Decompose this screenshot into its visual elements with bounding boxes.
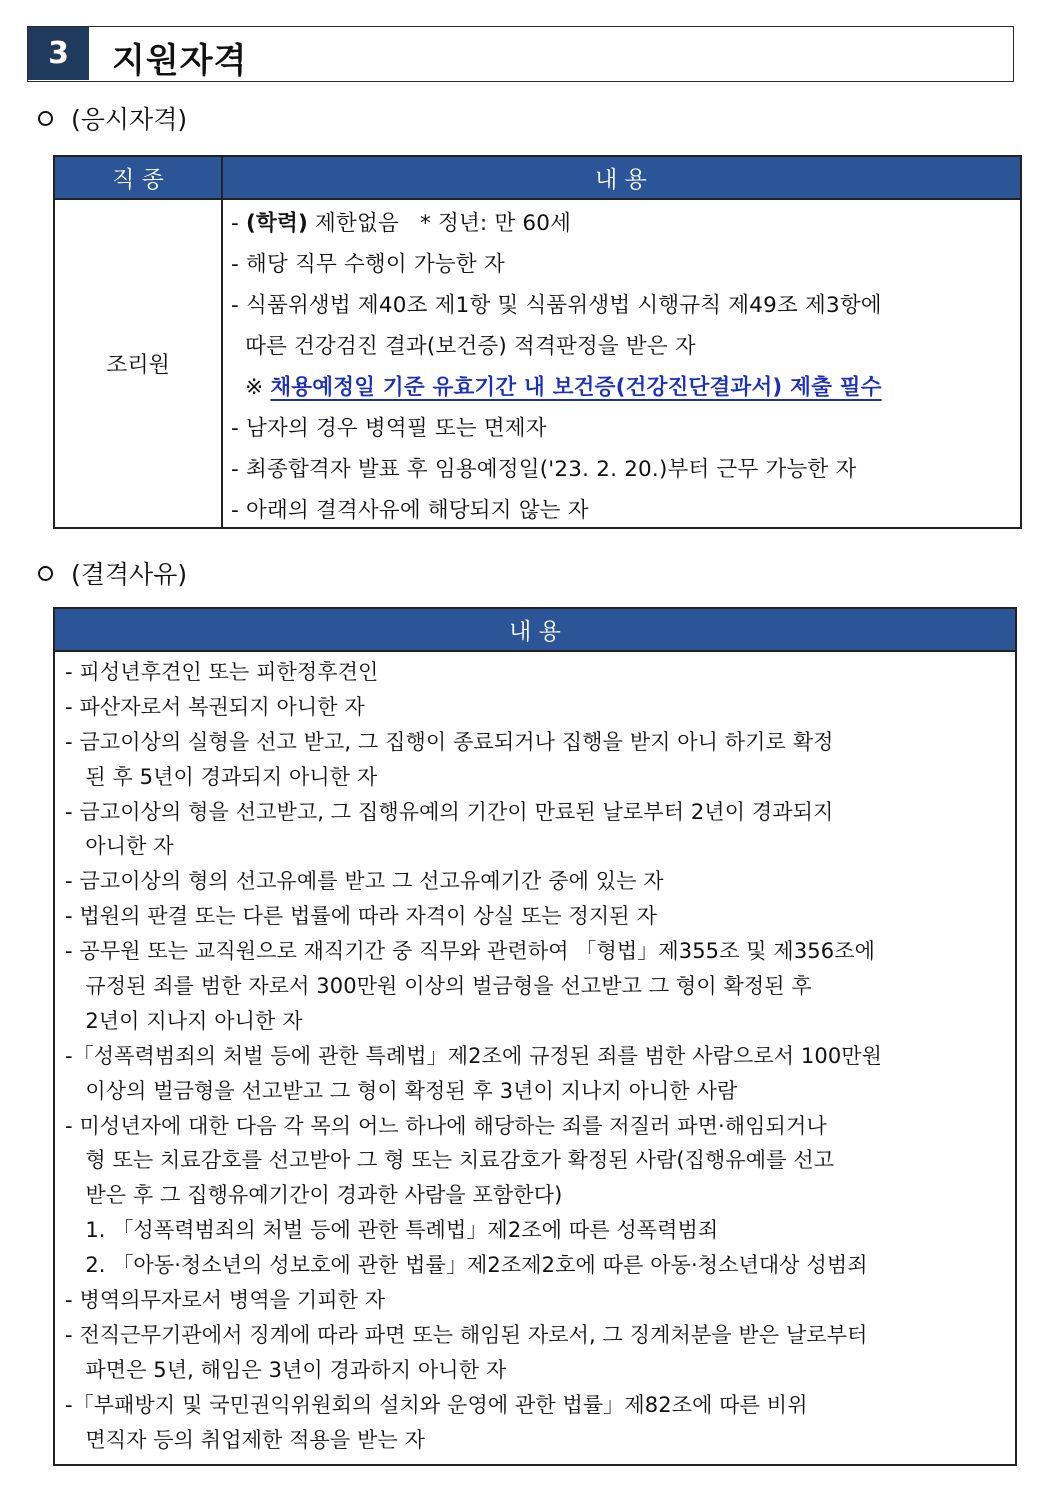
- header-job: 직 종: [112, 167, 164, 193]
- line-prefix: [231, 334, 245, 359]
- qualification-line: [231, 490, 1016, 531]
- disqualification-line: 이상의 벌금형을 선고받고 그 형이 확정된 후 3년이 지나지 아니한 사람: [65, 1078, 738, 1103]
- line-text: 아래의 결격사유에 해당되지 않는 자: [246, 498, 589, 523]
- circle-bullet-icon: [38, 566, 53, 581]
- disqualification-line: - 법원의 판결 또는 다른 법률에 따라 자격이 상실 또는 정지된 자: [65, 904, 657, 929]
- disqualification-heading: [38, 555, 187, 591]
- line-prefix: ※: [231, 375, 271, 400]
- disqualification-line: - 금고이상의 형의 선고유예를 받고 그 선고유예기간 중에 있는 자: [65, 869, 664, 894]
- disqualification-line: - 전직근무기관에서 징계에 따라 파면 또는 해임된 자로서, 그 징계처분을 받은 날로부터: [65, 1322, 868, 1347]
- line-prefix: -: [231, 252, 246, 277]
- disqualification-line: 1. 「성폭력범죄의 처벌 등에 관한 특례법」제2조에 따른 성폭력범죄: [65, 1218, 719, 1243]
- disqualification-line: 2. 「아동·청소년의 성보호에 관한 법률」제2조제2호에 따른 아동·청소년대상 성범죄: [65, 1253, 868, 1278]
- line-text: 해당 직무 수행이 가능한 자: [246, 252, 505, 277]
- disqualification-line: 형 또는 치료감호를 선고받아 그 형 또는 치료감호가 확정된 사람(집행유예를 선고: [65, 1148, 835, 1173]
- section-number: 3: [28, 27, 89, 80]
- disqualification-line: - 금고이상의 형을 선고받고, 그 집행유예의 기간이 만료된 날로부터 2년이 경과되지: [65, 799, 834, 824]
- qualification-line: [231, 408, 1016, 449]
- disqualification-line: - 금고이상의 실형을 선고 받고, 그 집행이 종료되거나 집행을 받지 아니 하기로 확정: [65, 729, 834, 754]
- disqualification-line: - 미성년자에 대한 다음 각 목의 어느 하나에 해당하는 죄를 저질러 파면·해임되거나: [65, 1113, 827, 1138]
- disqualification-line: 규정된 죄를 범한 자로서 300만원 이상의 벌금형을 선고받고 그 형이 확정된 후: [65, 974, 812, 999]
- disqualification-line: -「부패방지 및 국민권익위원회의 설치와 운영에 관한 법률」제82조에 따른 비위: [65, 1392, 808, 1417]
- section-title: 지원자격: [112, 41, 248, 81]
- disqualification-line: - 공무원 또는 교직원으로 재직기간 중 직무와 관련하여 「형법」제355조 및 제356조에: [65, 939, 875, 964]
- disqualification-line: 아니한 자: [65, 834, 174, 859]
- disqualification-line: 받은 후 그 집행유예기간이 경과한 사람을 포함한다): [65, 1183, 563, 1208]
- line-text: 식품위생법 제40조 제1항 및 식품위생법 시행규칙 제49조 제3항에: [246, 293, 882, 318]
- disqualification-line: - 파산자로서 복권되지 아니한 자: [65, 694, 365, 719]
- disqualification-line: - 피성년후견인 또는 피한정후견인: [65, 660, 379, 684]
- job-name: 조리원: [106, 353, 170, 378]
- qualification-line: [231, 203, 1016, 244]
- qualification-table-header: [55, 157, 1020, 200]
- line-prefix: -: [231, 293, 246, 318]
- line-prefix: -: [231, 416, 246, 441]
- line-text: 따른 건강검진 결과(보건증) 적격판정을 받은 자: [245, 334, 696, 359]
- qualification-table: [53, 155, 1022, 529]
- line-prefix: -: [231, 211, 246, 236]
- qualification-line: [231, 326, 1016, 367]
- header-content: 내 용: [595, 167, 647, 193]
- line-prefix: -: [231, 457, 246, 482]
- line-text: 최종합격자 발표 후 임용예정일('23. 2. 20.)부터 근무 가능한 자: [246, 457, 857, 482]
- qualification-heading: [38, 100, 187, 136]
- line-bold-label: (학력): [246, 211, 308, 236]
- qualification-line: [231, 367, 1016, 408]
- qualification-heading-text: (응시자격): [71, 105, 188, 134]
- line-prefix: -: [231, 498, 246, 523]
- section-header: [27, 26, 1014, 82]
- disqualification-line: -「성폭력범죄의 처벌 등에 관한 특례법」제2조에 규정된 죄를 범한 사람으로서 100만원: [65, 1043, 883, 1068]
- disqualification-line: 2년이 지나지 아니한 자: [65, 1008, 303, 1033]
- disqualification-table: [53, 607, 1017, 1466]
- disqualification-line: - 병역의무자로서 병역을 기피한 자: [65, 1288, 386, 1313]
- qualification-line: [231, 285, 1016, 326]
- line-text: 제한없음 * 정년: 만 60세: [308, 211, 572, 236]
- disqualification-lines: [65, 655, 1009, 1457]
- circle-bullet-icon: [38, 111, 53, 126]
- disqualification-line: 파면은 5년, 해임은 3년이 경과하지 아니한 자: [65, 1357, 507, 1382]
- qualification-line: [231, 449, 1016, 490]
- disqualification-line: 된 후 5년이 경과되지 아니한 자: [65, 764, 378, 789]
- disqualification-line: 면직자 등의 취업제한 적용을 받는 자: [65, 1427, 425, 1452]
- disqualification-header-content: 내 용: [55, 609, 1015, 652]
- health-certificate-note: 채용예정일 기준 유효기간 내 보건증(건강진단결과서) 제출 필수: [270, 375, 882, 400]
- line-text: 남자의 경우 병역필 또는 면제자: [246, 416, 547, 441]
- qualification-lines: [231, 203, 1016, 531]
- disqualification-heading-text: (결격사유): [71, 560, 188, 589]
- column-divider: [221, 157, 223, 527]
- qualification-line: [231, 244, 1016, 285]
